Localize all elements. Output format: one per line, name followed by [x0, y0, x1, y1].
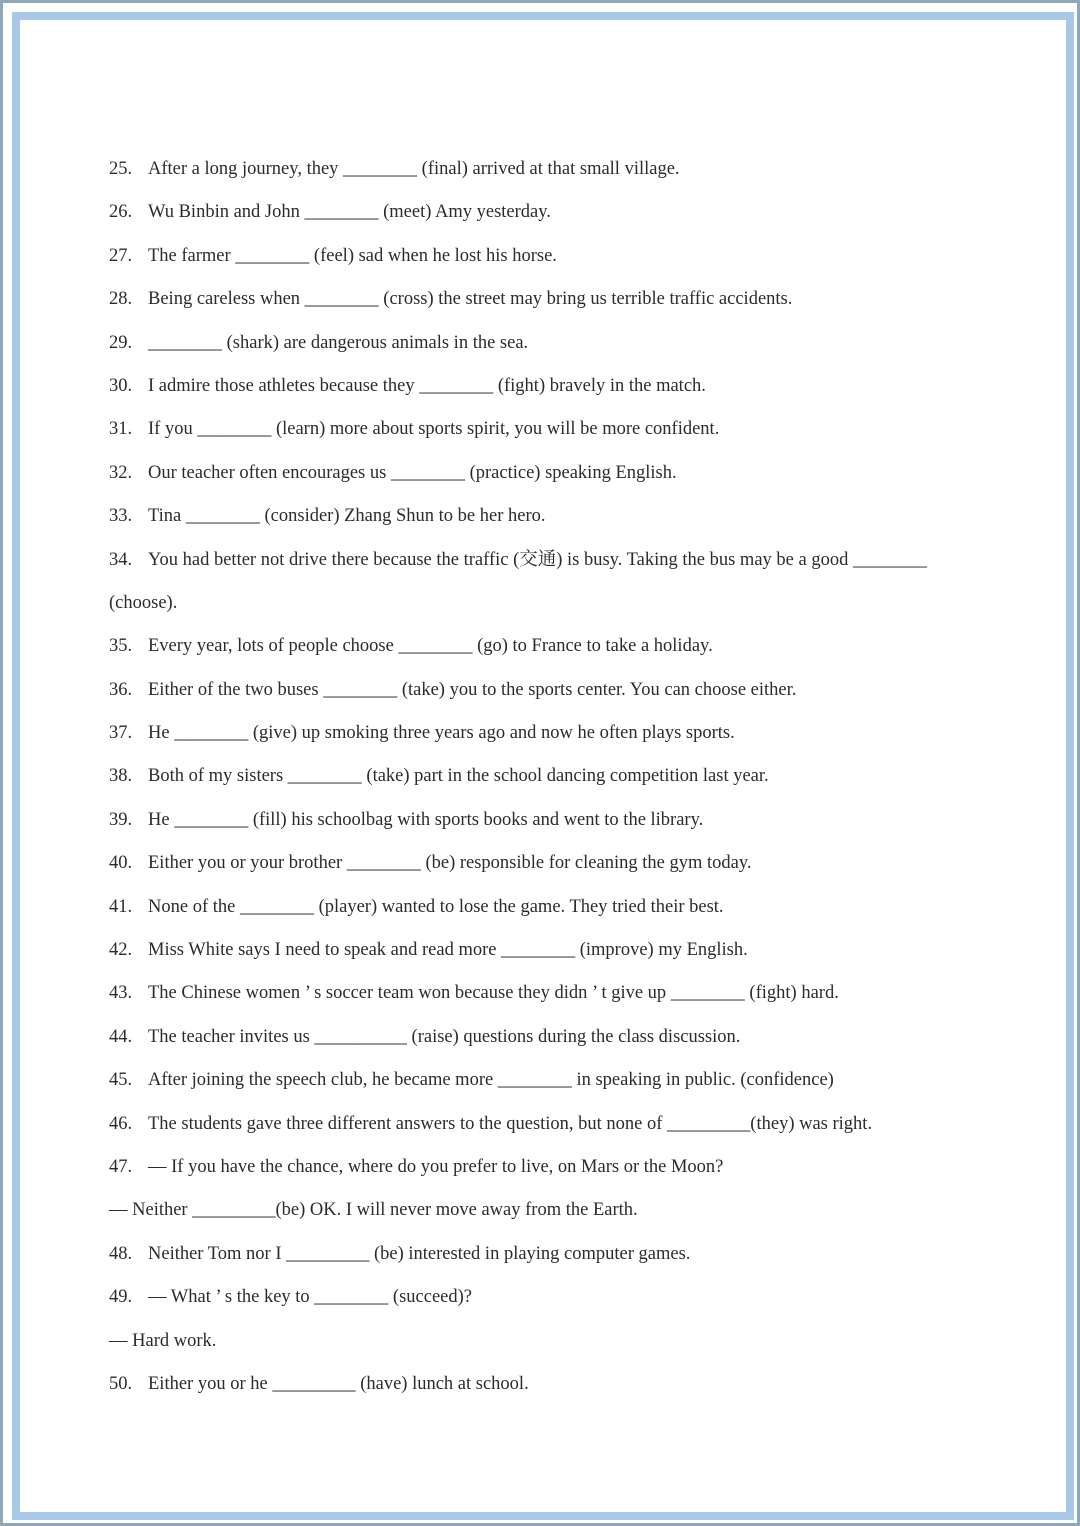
- question-text: Wu Binbin and John ________ (meet) Amy yesterday.: [148, 202, 551, 223]
- question-list: [109, 148, 989, 1406]
- question-text: The Chinese women ’ s soccer team won because they didn ’ t give up ________ (fight) hard.: [148, 983, 839, 1004]
- question-48: [109, 1233, 989, 1276]
- question-number: 46.: [109, 1113, 133, 1134]
- question-35: [109, 625, 989, 668]
- question-text: After joining the speech club, he became more ________ in speaking in public. (confidence): [148, 1070, 834, 1091]
- question-number: 50.: [109, 1373, 133, 1394]
- question-text: (choose).: [109, 592, 178, 613]
- question-number: 26.: [109, 202, 133, 223]
- question-38: [109, 755, 989, 798]
- question-32: [109, 452, 989, 495]
- question-text: Tina ________ (consider) Zhang Shun to be her hero.: [148, 506, 546, 527]
- question-39: [109, 799, 989, 842]
- question-number: 39.: [109, 809, 133, 830]
- question-text: — Neither _________(be) OK. I will never move away from the Earth.: [109, 1200, 638, 1221]
- question-number: 38.: [109, 766, 133, 787]
- question-number: 37.: [109, 723, 133, 744]
- question-text: The farmer ________ (feel) sad when he lost his horse.: [148, 245, 557, 266]
- question-number: 34.: [109, 549, 133, 570]
- question-text: Miss White says I need to speak and read more ________ (improve) my English.: [148, 940, 748, 961]
- question-text: I admire those athletes because they ________ (fight) bravely in the match.: [148, 375, 706, 396]
- worksheet-page: [12, 12, 1074, 1520]
- question-number: 43.: [109, 983, 133, 1004]
- question-text: The teacher invites us __________ (raise) questions during the class discussion.: [148, 1026, 741, 1047]
- question-25: [109, 148, 989, 191]
- question-number: 44.: [109, 1026, 133, 1047]
- question-37: [109, 712, 989, 755]
- question-50: [109, 1363, 989, 1406]
- question-text: — Hard work.: [109, 1330, 217, 1351]
- question-number: 30.: [109, 375, 133, 396]
- question-number: 40.: [109, 853, 133, 874]
- question-text: Every year, lots of people choose ________ (go) to France to take a holiday.: [148, 636, 713, 657]
- question-text: Either of the two buses ________ (take) you to the sports center. You can choose either.: [148, 679, 797, 700]
- question-number: 31.: [109, 419, 133, 440]
- question-34-continuation: [109, 582, 989, 625]
- question-29: [109, 322, 989, 365]
- question-number: 28.: [109, 289, 133, 310]
- question-46: [109, 1103, 989, 1146]
- question-number: 36.: [109, 679, 133, 700]
- question-text: — If you have the chance, where do you prefer to live, on Mars or the Moon?: [148, 1156, 724, 1177]
- question-number: 45.: [109, 1070, 133, 1091]
- question-text: He ________ (give) up smoking three years ago and now he often plays sports.: [148, 723, 735, 744]
- question-number: 41.: [109, 896, 133, 917]
- question-43: [109, 972, 989, 1015]
- question-text: ________ (shark) are dangerous animals in the sea.: [148, 332, 529, 353]
- question-30: [109, 365, 989, 408]
- question-text: After a long journey, they ________ (final) arrived at that small village.: [148, 159, 680, 179]
- question-number: 27.: [109, 245, 133, 266]
- question-number: 47.: [109, 1156, 133, 1177]
- question-text: Either you or he _________ (have) lunch at school.: [148, 1373, 529, 1394]
- question-49-reply: [109, 1320, 989, 1363]
- question-text: He ________ (fill) his schoolbag with sports books and went to the library.: [148, 809, 704, 830]
- question-text: You had better not drive there because the traffic (交通) is busy. Taking the bus may be a good ________: [148, 549, 927, 570]
- question-number: 42.: [109, 940, 133, 961]
- question-40: [109, 842, 989, 885]
- question-34: [109, 539, 989, 582]
- question-45: [109, 1059, 989, 1102]
- question-26: [109, 191, 989, 234]
- question-47: [109, 1146, 989, 1189]
- question-number: 49.: [109, 1287, 133, 1308]
- question-number: 25.: [109, 159, 133, 179]
- question-47-reply: [109, 1189, 989, 1232]
- question-number: 48.: [109, 1243, 133, 1264]
- question-text: If you ________ (learn) more about sports spirit, you will be more confident.: [148, 419, 720, 440]
- question-number: 35.: [109, 636, 133, 657]
- question-27: [109, 235, 989, 278]
- question-33: [109, 495, 989, 538]
- question-text: The students gave three different answers to the question, but none of _________(they) was right.: [148, 1113, 873, 1134]
- question-49: [109, 1276, 989, 1319]
- question-36: [109, 669, 989, 712]
- question-text: Being careless when ________ (cross) the street may bring us terrible traffic accidents.: [148, 289, 793, 310]
- question-text: Neither Tom nor I _________ (be) interested in playing computer games.: [148, 1243, 691, 1264]
- question-28: [109, 278, 989, 321]
- question-text: Our teacher often encourages us ________ (practice) speaking English.: [148, 462, 677, 483]
- question-number: 33.: [109, 506, 133, 527]
- question-number: 32.: [109, 462, 133, 483]
- question-text: — What ’ s the key to ________ (succeed)?: [148, 1287, 472, 1308]
- question-number: 29.: [109, 332, 133, 353]
- question-31: [109, 408, 989, 451]
- question-text: Both of my sisters ________ (take) part in the school dancing competition last year.: [148, 766, 769, 787]
- question-44: [109, 1016, 989, 1059]
- question-text: Either you or your brother ________ (be) responsible for cleaning the gym today.: [148, 853, 752, 874]
- question-42: [109, 929, 989, 972]
- question-41: [109, 886, 989, 929]
- question-text: None of the ________ (player) wanted to lose the game. They tried their best.: [148, 896, 724, 917]
